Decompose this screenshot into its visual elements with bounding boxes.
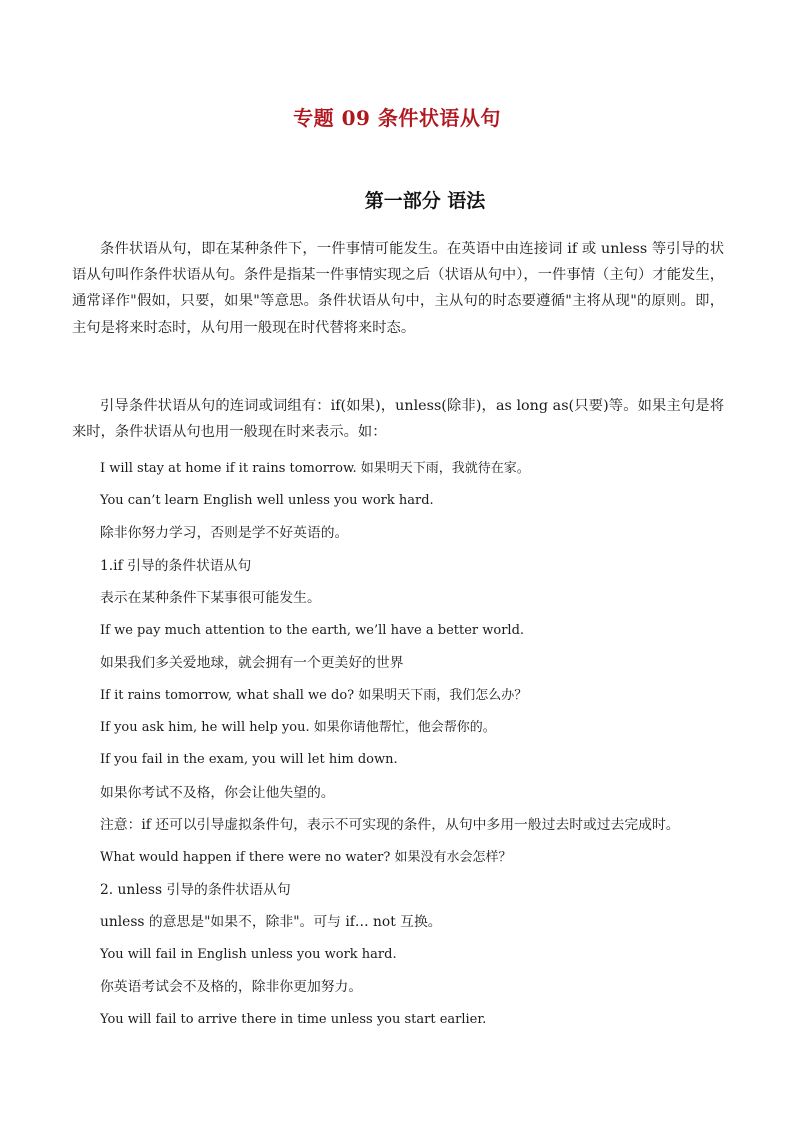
explanation-line: unless 的意思是"如果不，除非"。可与 if… not 互换。 — [100, 914, 442, 930]
example-line: You can’t learn English well unless you work hard. — [100, 493, 434, 508]
translation-line: 你英语考试会不及格的，除非你更加努力。 — [100, 979, 363, 995]
example-line: I will stay at home if it rains tomorrow. 如果明天下雨，我就待在家。 — [100, 461, 530, 476]
translation-line: 如果你考试不及格，你会让他失望的。 — [100, 785, 335, 801]
intro-paragraph: 条件状语从句，即在某种条件下，一件事情可能发生。在英语中由连接词 if 或 unless 等引导的状语从句叫作条件状语从句。条件是指某一件事情实现之后（状语从句中），一件事情（主句）才能发生，通常译作"假如，只要，如果"等意思。条件状语从句中，主从句的时态要遵循"主将从现"的原则。即，主句是将来时态时，从句用一般现在时代替将来时态。 — [72, 241, 724, 336]
example-line: If we pay much attention to the earth, we’ll have a better world. — [100, 623, 525, 638]
note-line: 注意：if 还可以引导虚拟条件句，表示不可实现的条件，从句中多用一般过去时或过去完成时。 — [100, 817, 680, 833]
subsection-heading: 2. unless 引导的条件状语从句 — [100, 882, 291, 898]
subsection-heading: 1.if 引导的条件状语从句 — [100, 558, 252, 574]
example-line: What would happen if there were no water? 如果没有水会怎样？ — [100, 850, 512, 865]
translation-line: 除非你努力学习，否则是学不好英语的。 — [100, 525, 349, 541]
example-line: If you fail in the exam, you will let him down. — [100, 752, 398, 767]
explanation-line: 表示在某种条件下某事很可能发生。 — [100, 590, 321, 606]
example-line: You will fail in English unless you work hard. — [100, 947, 397, 962]
example-line: If you ask him, he will help you. 如果你请他帮忙，他会帮你的。 — [100, 720, 496, 735]
example-line: If it rains tomorrow, what shall we do? 如果明天下雨，我们怎么办？ — [100, 688, 528, 703]
translation-line: 如果我们多关爱地球，就会拥有一个更美好的世界 — [100, 655, 404, 671]
section-heading: 第一部分 语法 — [364, 190, 486, 212]
document-title: 专题 09 条件状语从句 — [293, 106, 501, 130]
connectives-paragraph: 引导条件状语从句的连词或词组有：if(如果)，unless(除非)，as long as(只要)等。如果主句是将来时，条件状语从句也用一般现在时来表示。如： — [72, 398, 724, 441]
example-line: You will fail to arrive there in time unless you start earlier. — [100, 1012, 487, 1027]
